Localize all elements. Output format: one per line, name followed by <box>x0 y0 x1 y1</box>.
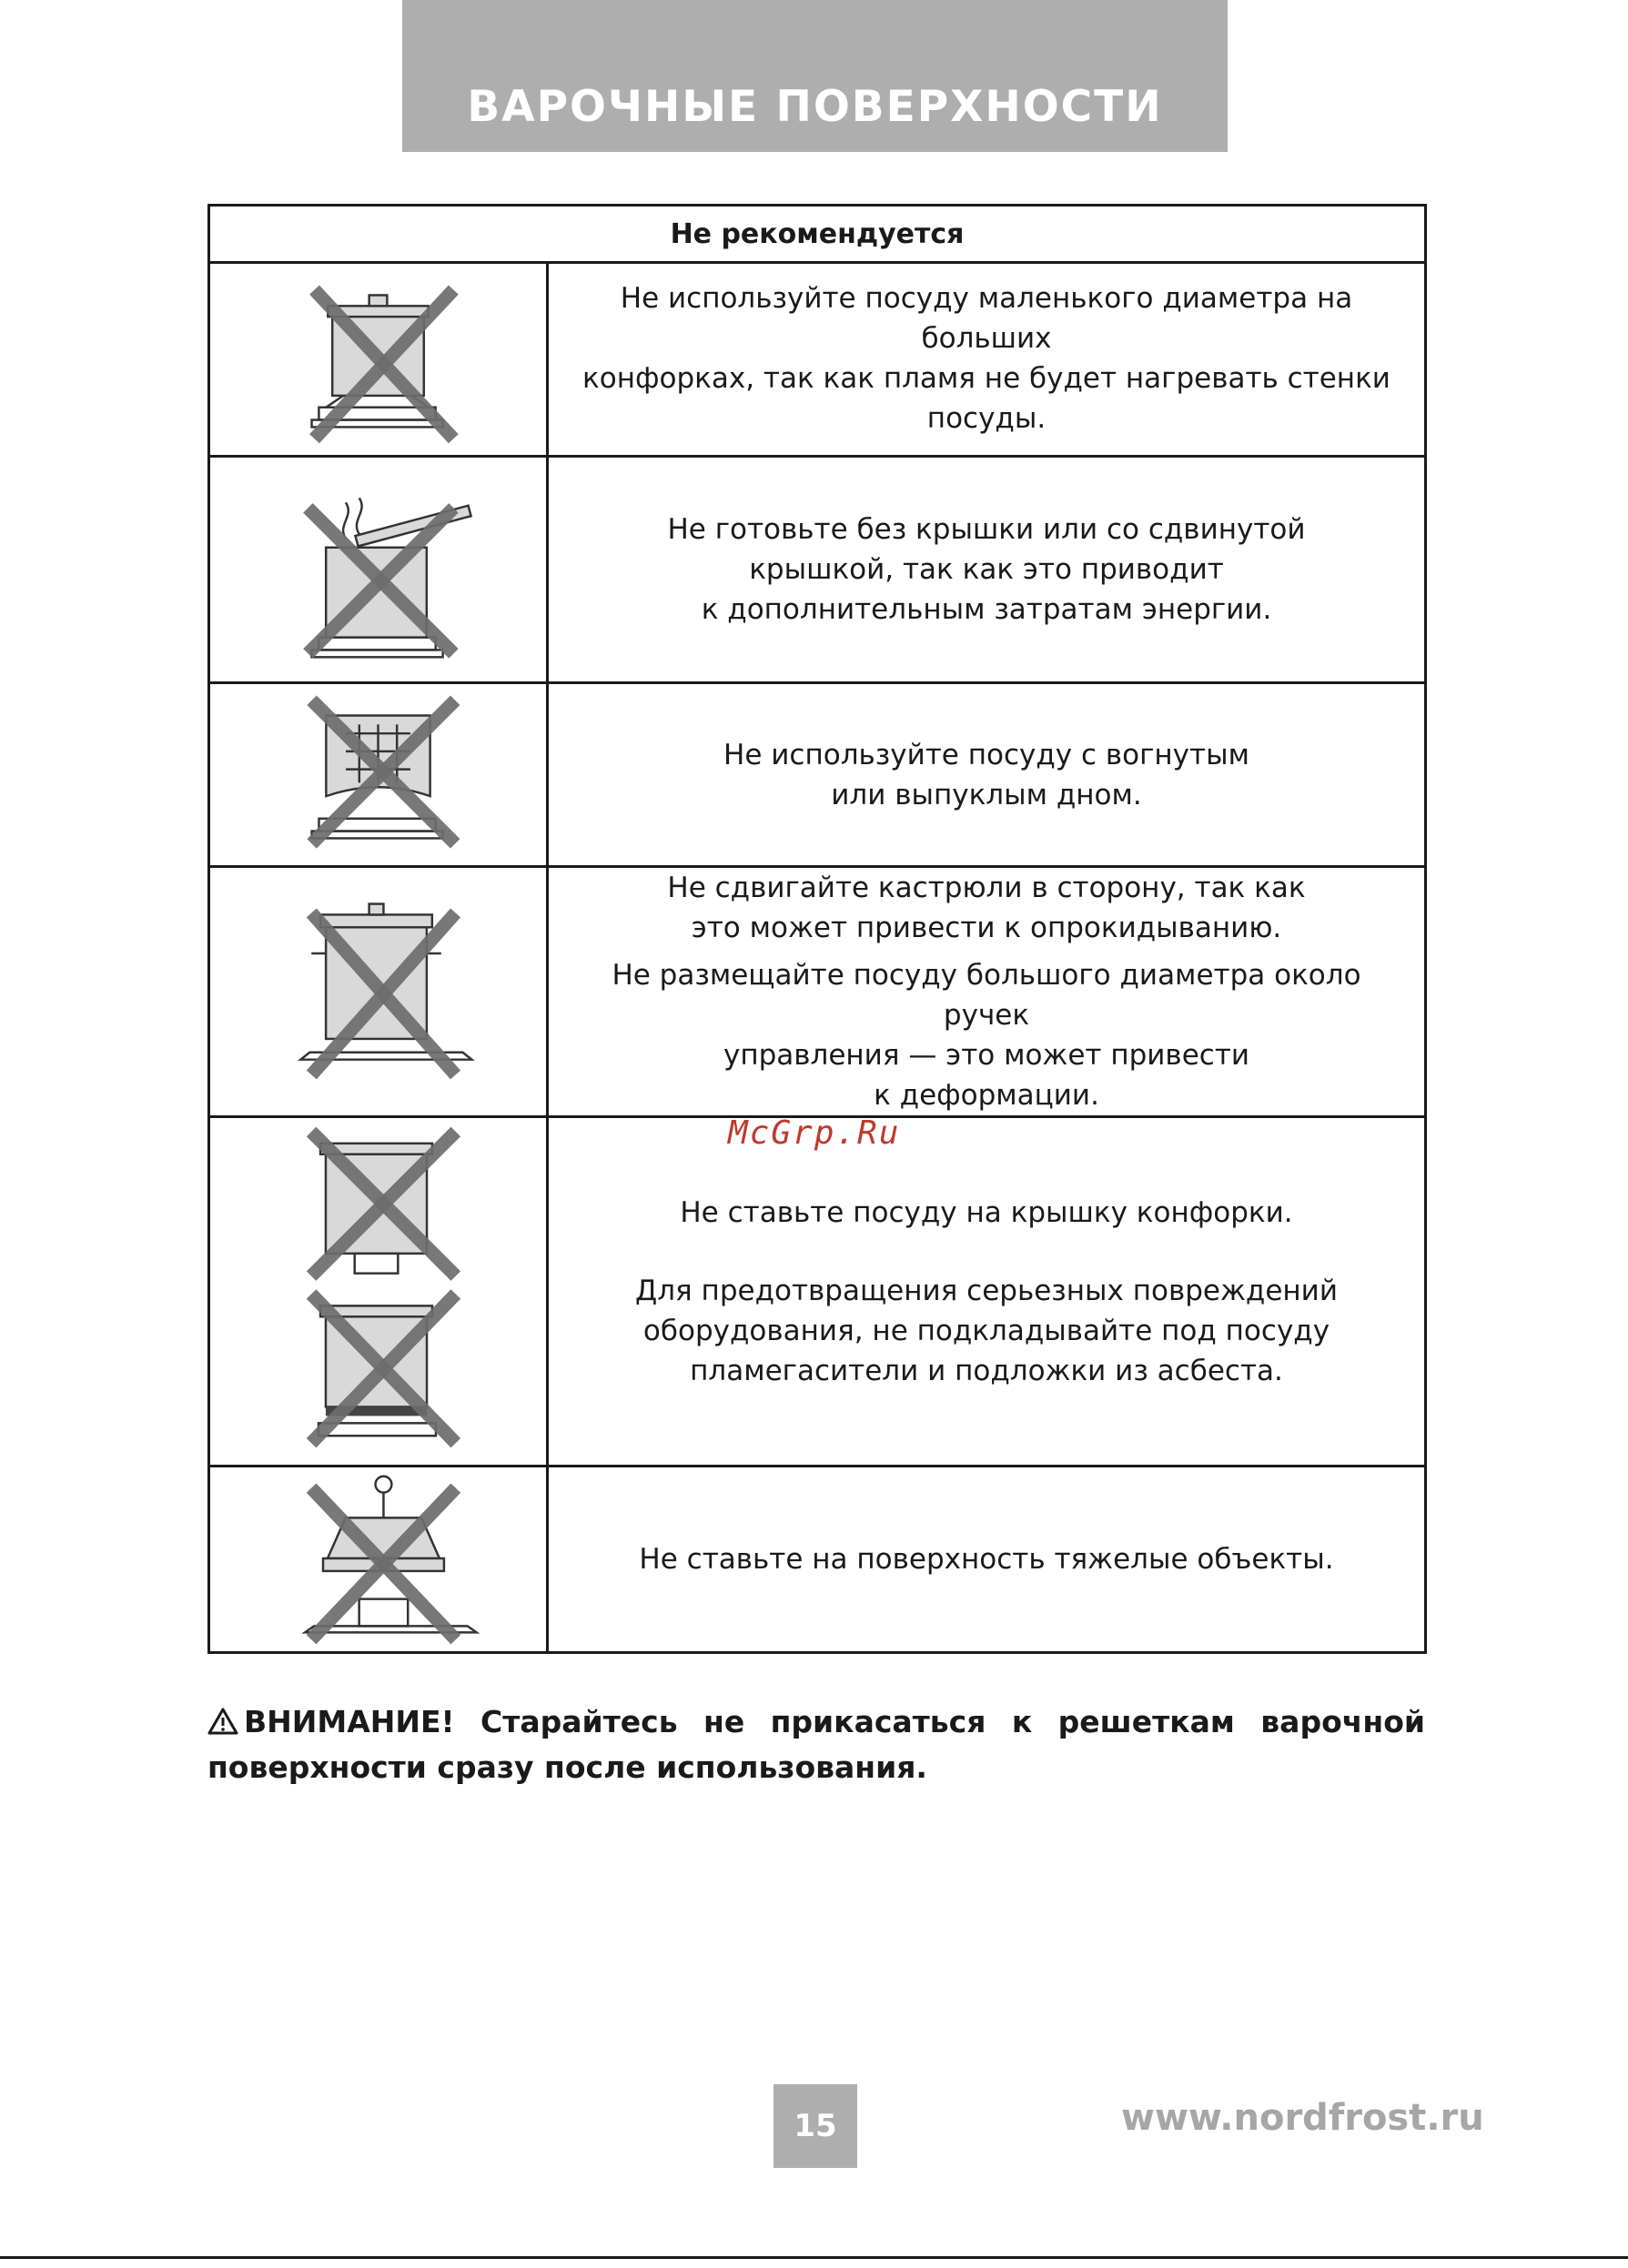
warning-icon <box>207 1708 238 1735</box>
row-text-line: это может привести к опрокидыванию. <box>691 912 1282 944</box>
small-pot-large-burner-icon <box>210 261 549 455</box>
row-text-line: Не используйте посуду маленького диаметра на больших <box>620 281 1353 355</box>
row-text-line: Не ставьте на поверхность тяжелые объекты. <box>639 1543 1334 1576</box>
row-text <box>549 1467 1424 1651</box>
pot-without-lid-icon <box>210 458 549 681</box>
row-text-line: Для предотвращения серьезных повреждений <box>635 1274 1338 1307</box>
row-text-line: Не используйте посуду с вогнутым <box>723 738 1249 771</box>
row-text-line: оборудования, не подкладывайте под посуду <box>642 1314 1330 1347</box>
row-text-line: Не сдвигайте кастрюли в сторону, так как <box>667 872 1306 904</box>
row-text-line: управления — это может привести <box>723 1039 1250 1072</box>
table-row <box>210 1467 1424 1651</box>
site-link[interactable]: www.nordfrost.ru <box>1121 2097 1484 2139</box>
row-text-line: или выпуклым дном. <box>831 778 1142 811</box>
row-text <box>549 868 1424 1115</box>
table-row <box>210 261 1424 458</box>
row-text <box>549 1118 1424 1465</box>
row-text-line: к деформации. <box>874 1079 1099 1112</box>
warning-label: ВНИМАНИЕ! <box>244 1704 455 1739</box>
row-text-line: Не размещайте посуду большого диаметра около ручек <box>612 959 1361 1032</box>
row-text <box>549 684 1424 865</box>
row-text-line: к дополнительным затратам энергии. <box>701 593 1272 626</box>
heavy-object-icon <box>210 1467 549 1651</box>
row-text-line: посуды. <box>926 401 1047 435</box>
warning-note <box>207 1699 1425 1790</box>
row-text <box>549 458 1424 681</box>
row-text <box>549 261 1424 455</box>
page-title: ВАРОЧНЫЕ ПОВЕРХНОСТИ <box>467 82 1163 132</box>
table-row <box>210 684 1424 868</box>
row-text-line: Не ставьте посуду на крышку конфорки. <box>680 1195 1293 1229</box>
bottom-divider <box>0 2256 1628 2259</box>
warning-text: Старайтесь не прикасаться к решеткам варочной поверхности сразу после использования. <box>207 1704 1425 1785</box>
watermark: McGrp.Ru <box>728 1114 901 1152</box>
row-text-line: крышкой, так как это приводит <box>749 553 1224 586</box>
pot-near-edge-icon <box>210 868 549 1115</box>
table-heading: Не рекомендуется <box>210 207 1424 264</box>
row-text-line: конфорках, так как пламя не будет нагревать стенки <box>582 361 1390 395</box>
row-text-line: Не готовьте без крышки или со сдвинутой <box>667 513 1306 546</box>
table-row <box>210 1118 1424 1467</box>
table-row <box>210 868 1424 1118</box>
pot-on-burner-cap-icon <box>210 1118 549 1465</box>
table-row <box>210 458 1424 684</box>
header-band <box>402 0 1228 152</box>
row-text-line: пламегасители и подложки из асбеста. <box>690 1354 1283 1387</box>
page-number: 15 <box>774 2084 857 2168</box>
recommendation-table <box>207 204 1427 1654</box>
curved-bottom-pot-icon <box>210 684 549 865</box>
